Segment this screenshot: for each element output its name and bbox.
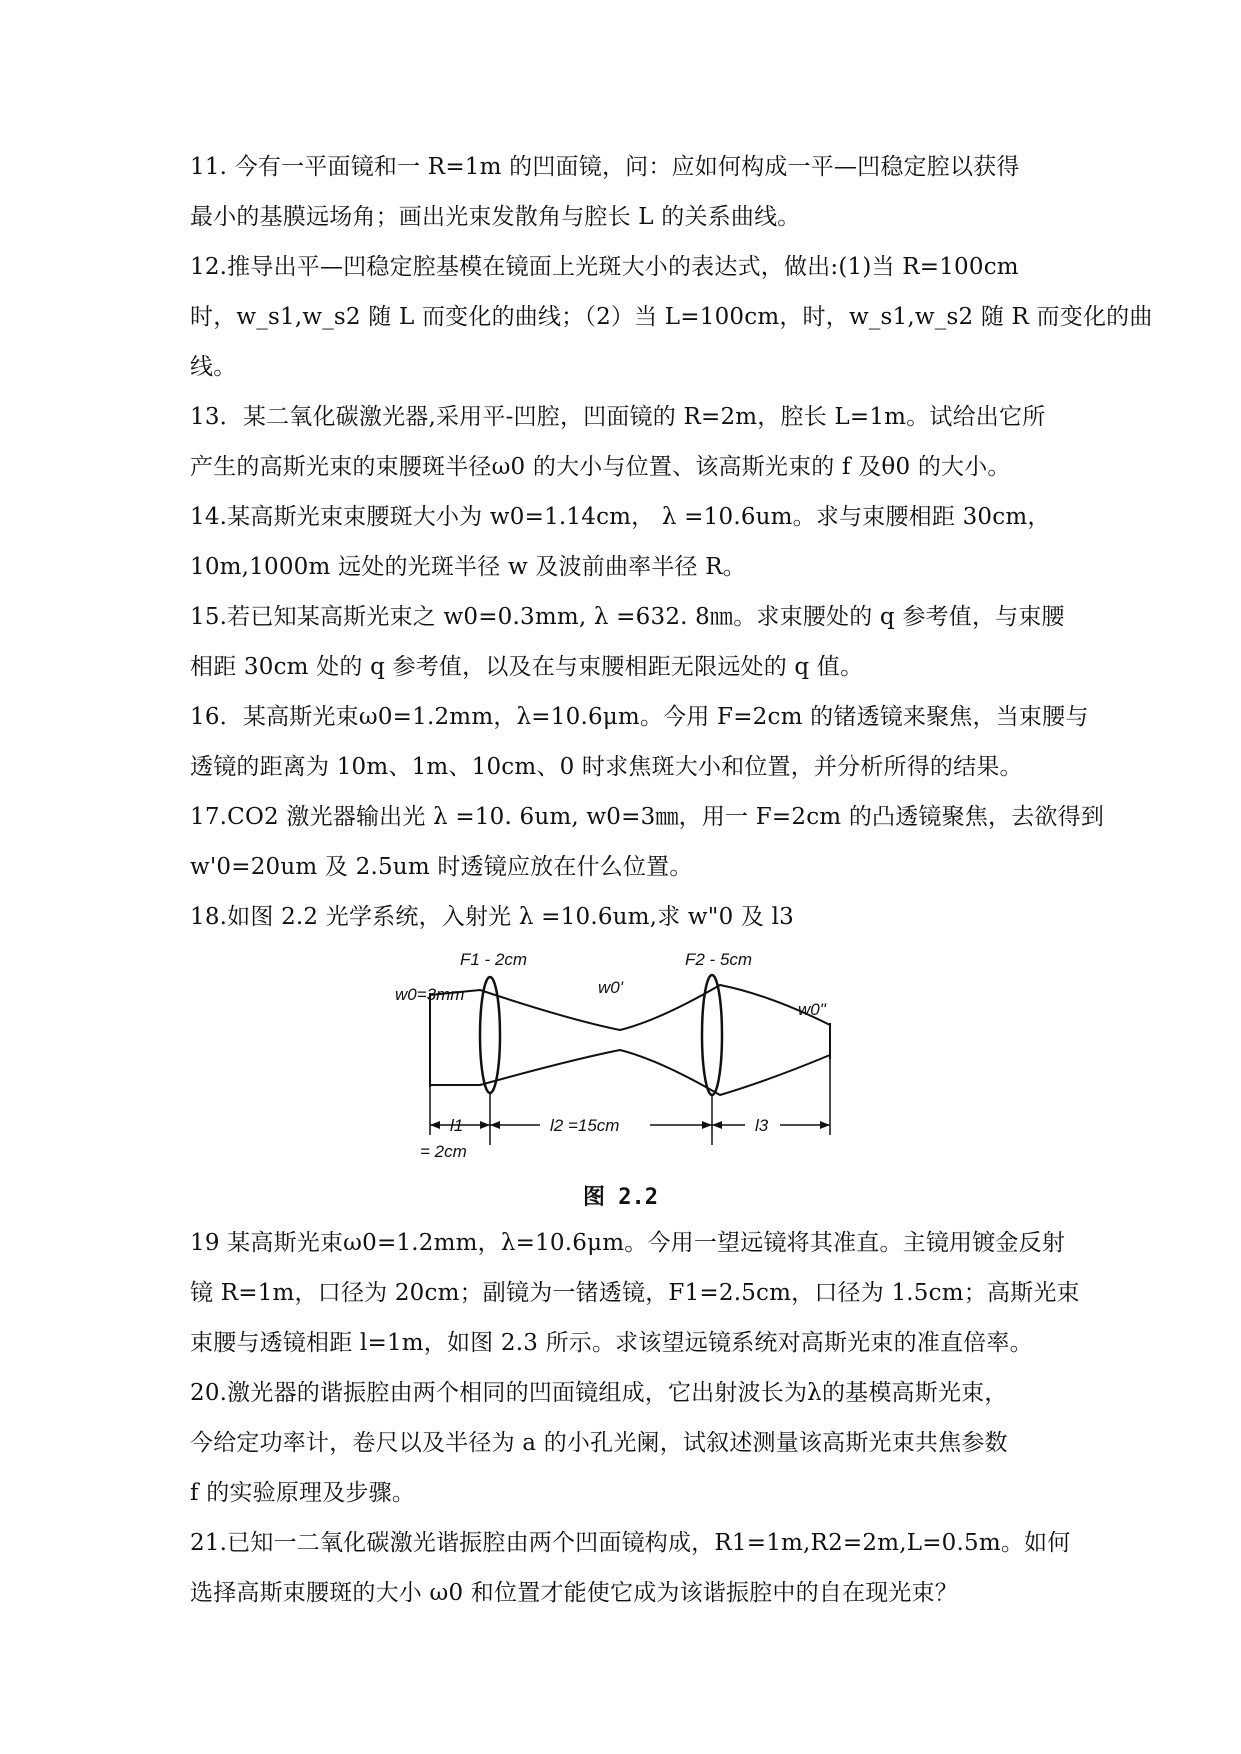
problem-13 xyxy=(190,392,1070,492)
arrow-head xyxy=(480,1121,490,1129)
text-line: 18.如图 2.2 光学系统，入射光 λ =10.6um,求 w"0 及 l3 xyxy=(190,904,795,930)
problem-19 xyxy=(190,1218,1080,1368)
arrow-head xyxy=(702,1121,712,1129)
text-line: f 的实验原理及步骤。 xyxy=(190,1480,416,1506)
text-line: 透镜的距离为 10m、1m、10cm、0 时求焦斑大小和位置，并分析所得的结果。 xyxy=(190,754,1023,780)
label-w0-out: w0" xyxy=(798,1000,826,1019)
optical-system-diagram xyxy=(395,935,870,1175)
text-line: 21.已知一二氧化碳激光谐振腔由两个凹面镜构成，R1=1m,R2=2m,L=0.5m。如何 xyxy=(190,1530,1071,1556)
text-line: 镜 R=1m，口径为 20cm；副镜为一锗透镜，F1=2.5cm，口径为 1.5cm；高斯光束 xyxy=(190,1280,1080,1306)
label-l3: l3 xyxy=(755,1116,769,1135)
text-line: 19 某高斯光束ω0=1.2mm，λ=10.6μm。今用一望远镜将其准直。主镜用镀金反射 xyxy=(190,1230,1066,1256)
label-w0-mid: w0' xyxy=(598,978,623,997)
text-line: 16．某高斯光束ω0=1.2mm，λ=10.6μm。今用 F=2cm 的锗透镜来聚焦，当束腰与 xyxy=(190,704,1089,730)
label-l2: l2 =15cm xyxy=(550,1116,620,1135)
label-l1: l1 xyxy=(450,1116,464,1135)
problem-21 xyxy=(190,1518,1070,1618)
text-line: 选择高斯束腰斑的大小 ω0 和位置才能使它成为该谐振腔中的自在现光束？ xyxy=(190,1580,959,1606)
text-line: 11. 今有一平面镜和一 R=1m 的凹面镜，问：应如何构成一平—凹稳定腔以获得 xyxy=(190,154,1020,180)
text-line: 14.某高斯光束束腰斑大小为 w0=1.14cm， λ =10.6um。求与束腰相距 30cm， xyxy=(190,504,1051,530)
problem-15 xyxy=(190,592,1070,692)
problem-16 xyxy=(190,692,1089,792)
text-line: 15.若已知某高斯光束之 w0=0.3mm, λ =632. 8㎚。求束腰处的 q 参考值，与束腰 xyxy=(190,604,1065,630)
beam-upper-edge xyxy=(430,985,830,1030)
text-line: 10m,1000m 远处的光斑半径 w 及波前曲率半径 R。 xyxy=(190,554,746,580)
text-line: 今给定功率计，卷尺以及半径为 a 的小孔光阑，试叙述测量该高斯光束共焦参数 xyxy=(190,1430,1008,1456)
arrow-head xyxy=(430,1121,440,1129)
text-line: 产生的高斯光束的束腰斑半径ω0 的大小与位置、该高斯光束的 f 及θ0 的大小。 xyxy=(190,454,1011,480)
problem-17 xyxy=(190,792,1105,892)
text-line: 13．某二氧化碳激光器,采用平-凹腔，凹面镜的 R=2m，腔长 L=1m。试给出它所 xyxy=(190,404,1046,430)
text-line: 相距 30cm 处的 q 参考值，以及在与束腰相距无限远处的 q 值。 xyxy=(190,654,864,680)
arrow-head xyxy=(820,1121,830,1129)
problems-section-2 xyxy=(190,1218,1080,1618)
arrow-head xyxy=(490,1121,500,1129)
problem-14 xyxy=(190,492,1070,592)
problems-section-1 xyxy=(190,142,1153,942)
label-w0-in: w0=3mm xyxy=(395,985,465,1004)
problem-11 xyxy=(190,142,1070,242)
lens-2 xyxy=(702,975,722,1095)
label-f1: F1 - 2cm xyxy=(460,950,528,969)
text-line: 线。 xyxy=(190,354,237,380)
text-line: 17.CO2 激光器输出光 λ =10. 6um, w0=3㎜，用一 F=2cm 的凸透镜聚焦，去欲得到 xyxy=(190,804,1105,830)
lens-1 xyxy=(480,977,500,1093)
text-line: w'0=20um 及 2.5um 时透镜应放在什么位置。 xyxy=(190,854,693,880)
label-f2: F2 - 5cm xyxy=(685,950,753,969)
text-line: 20.激光器的谐振腔由两个相同的凹面镜组成，它出射波长为λ的基模高斯光束， xyxy=(190,1380,1008,1406)
text-line: 时，w_s1,w_s2 随 L 而变化的曲线；（2）当 L=100cm，时，w_s1,w_s2 随 R 而变化的曲 xyxy=(190,304,1153,330)
problem-20 xyxy=(190,1368,1070,1518)
beam-lower-edge xyxy=(430,1050,830,1095)
text-line: 最小的基膜远场角；画出光束发散角与腔长 L 的关系曲线。 xyxy=(190,204,801,230)
text-line: 束腰与透镜相距 l=1m，如图 2.3 所示。求该望远镜系统对高斯光束的准直倍率。 xyxy=(190,1330,1033,1356)
problem-12 xyxy=(190,242,1153,392)
figure-caption: 图 2.2 xyxy=(583,1185,658,1210)
label-l1-value: = 2cm xyxy=(420,1142,467,1161)
arrow-head xyxy=(712,1121,722,1129)
text-line: 12.推导出平—凹稳定腔基模在镜面上光斑大小的表达式，做出:(1)当 R=100cm xyxy=(190,254,1019,280)
